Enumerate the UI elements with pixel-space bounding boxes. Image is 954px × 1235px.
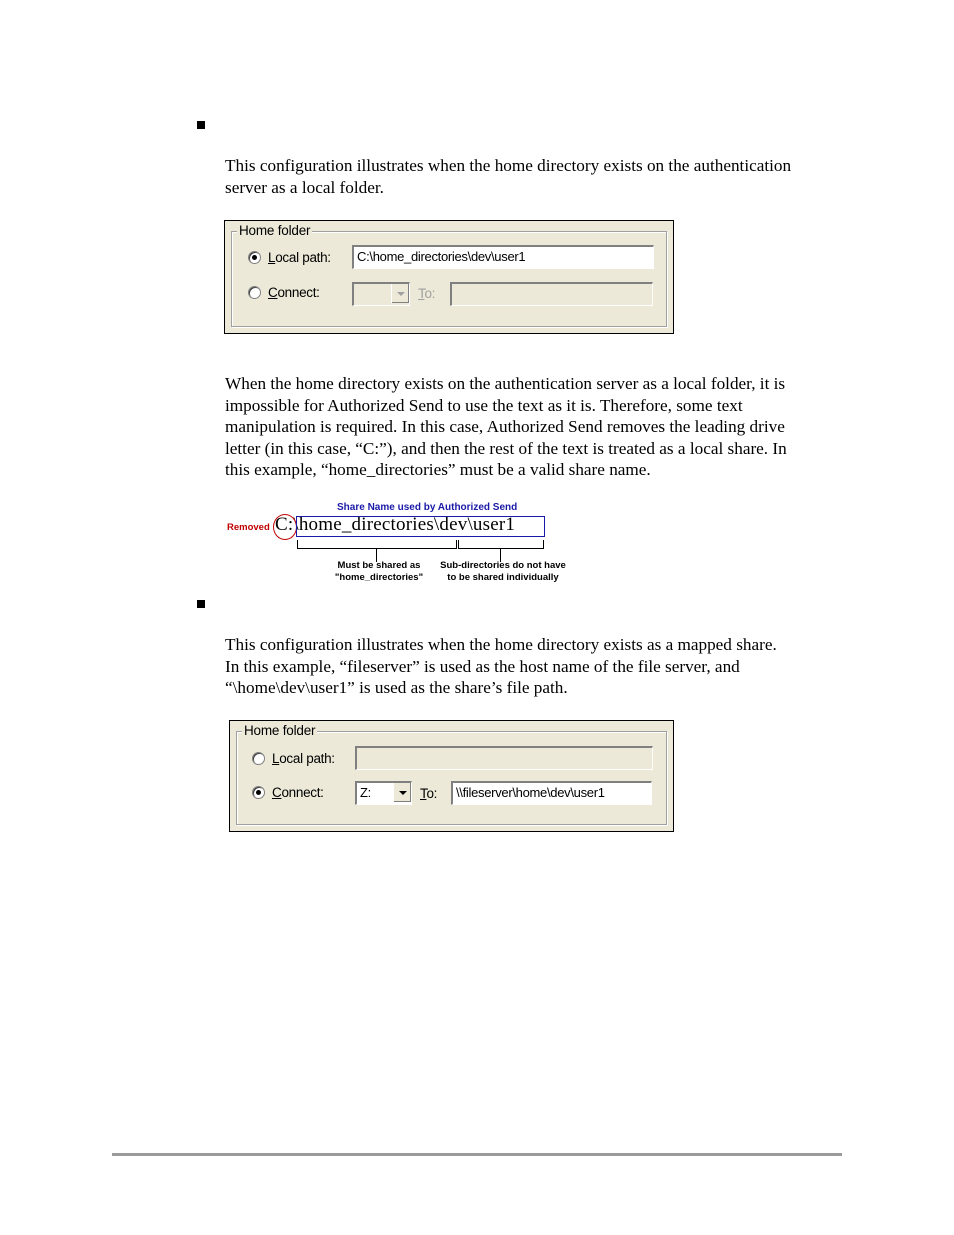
local-path-radio[interactable]: [248, 251, 261, 264]
note-line: Sub-directories do not have: [440, 560, 566, 571]
section1-paragraph: [225, 155, 845, 198]
label-text: ocal path:: [275, 250, 331, 265]
local-path-radio[interactable]: [252, 752, 265, 765]
share-name-diagram: [225, 500, 585, 590]
share-note: [329, 560, 429, 584]
paragraph-line: this example, “home_directories” must be a valid share name.: [225, 460, 651, 479]
connect-label[interactable]: [268, 285, 320, 300]
chevron-down-icon[interactable]: [393, 783, 411, 802]
bullet-marker: [197, 121, 205, 129]
paragraph-line: letter (in this case, “C:”), and then the rest of the text is treated as a local share. In: [225, 438, 787, 458]
chevron-down-icon[interactable]: [391, 284, 409, 303]
access-key: T: [420, 786, 427, 801]
removed-label: Removed: [227, 522, 270, 533]
access-key: C: [272, 785, 282, 800]
removed-drive-circle: [273, 514, 297, 540]
radio-selected-dot: [252, 255, 257, 260]
access-key: T: [418, 286, 425, 301]
note-line: "home_directories": [334, 572, 424, 583]
to-path-input[interactable]: \\fileserver\home\dev\user1: [451, 781, 652, 805]
subdir-bracket: [458, 540, 544, 549]
share-name-box: [296, 516, 545, 537]
paragraph-line: impossible for Authorized Send to use the text as it is. Therefore, some text: [225, 395, 743, 415]
label-text: ocal path:: [279, 751, 335, 766]
diagram-path-text: C:\home_directories\dev\user1: [275, 514, 516, 535]
footer-divider: [112, 1153, 842, 1156]
connect-label[interactable]: [272, 785, 324, 800]
home-folder-dialog-connect: [229, 720, 674, 832]
paragraph-line: In this example, “fileserver” is used as the host name of the file server, and: [225, 656, 740, 676]
local-path-input[interactable]: [355, 746, 653, 770]
group-title: Home folder: [239, 223, 311, 238]
access-key: L: [272, 751, 280, 766]
to-path-input[interactable]: [450, 282, 653, 306]
local-path-input[interactable]: C:\home_directories\dev\user1: [352, 245, 654, 269]
note-line: to be shared individually: [447, 572, 559, 583]
explanation-paragraph: [225, 373, 845, 481]
drive-select[interactable]: [352, 282, 410, 306]
paragraph-line: This configuration illustrates when the home directory exists as a mapped share.: [225, 635, 777, 654]
label-text: o:: [426, 786, 438, 801]
note-line: Must be shared as: [337, 560, 421, 571]
paragraph-line: This configuration illustrates when the home directory exists on the authentication: [225, 156, 792, 175]
section2-paragraph: [225, 634, 845, 699]
access-key: C: [268, 285, 278, 300]
bullet-marker: [197, 600, 205, 608]
label-text: onnect:: [277, 285, 320, 300]
paragraph-line: When the home directory exists on the authentication server as a local folder, it is: [225, 374, 786, 393]
connect-radio[interactable]: [252, 786, 265, 799]
access-key: L: [268, 250, 276, 265]
drive-select[interactable]: [355, 781, 412, 805]
subdir-note: [433, 560, 573, 584]
radio-selected-dot: [256, 790, 261, 795]
group-title: Home folder: [244, 723, 316, 738]
paragraph-line: manipulation is required. In this case, Authorized Send removes the leading drive: [225, 417, 785, 436]
local-path-label[interactable]: [268, 250, 331, 265]
connect-radio[interactable]: [248, 286, 261, 299]
label-text: o:: [424, 286, 436, 301]
to-label: [420, 786, 437, 801]
share-bracket: [297, 540, 457, 549]
drive-value: Z:: [360, 785, 371, 800]
paragraph-line: server as a local folder.: [225, 177, 384, 197]
label-text: onnect:: [281, 785, 324, 800]
paragraph-line: “\home\dev\user1” is used as the share’s file path.: [225, 678, 568, 697]
home-folder-dialog-local: [224, 220, 674, 334]
local-path-label[interactable]: [272, 751, 335, 766]
share-name-title: Share Name used by Authorized Send: [337, 502, 518, 513]
to-label: [418, 286, 435, 301]
